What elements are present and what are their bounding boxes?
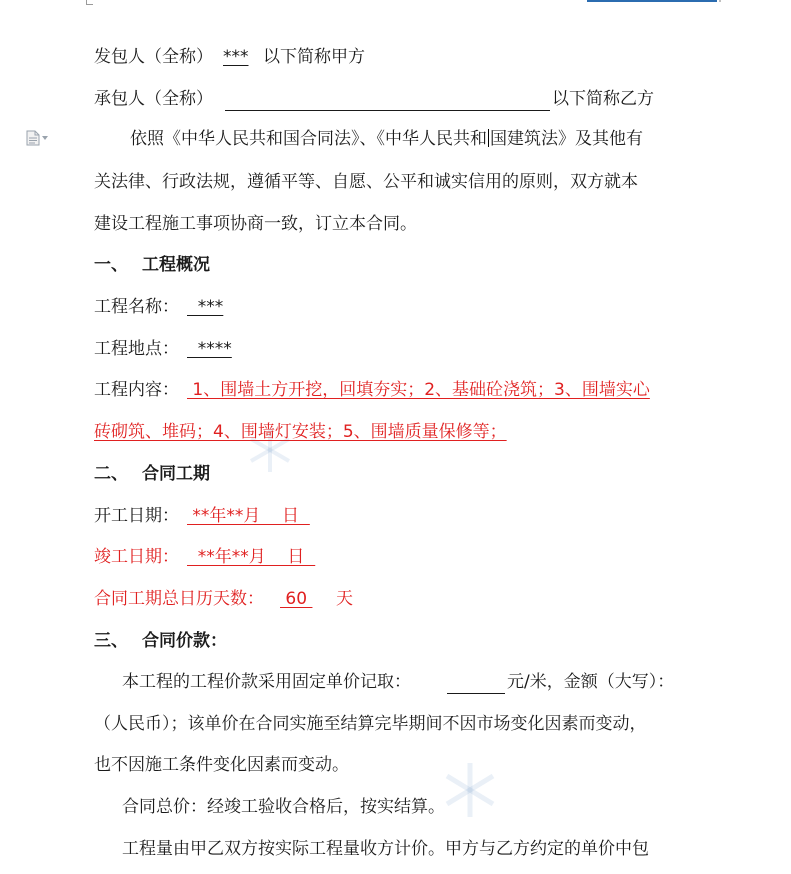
party-a-value: *** (223, 47, 249, 67)
section-1-heading (0, 250, 791, 280)
project-name-value: *** (187, 297, 224, 317)
quantity-line (0, 834, 791, 864)
intro-text-2: 关法律、行政法规，遵循平等、自愿、公平和诚实信用的原则，双方就本 (94, 172, 638, 192)
party-a-line (0, 42, 791, 72)
intro-line-1 (0, 124, 791, 154)
start-date-value: **年**月 日 (187, 506, 310, 526)
intro-text-1b: 国建筑法》及其他有 (490, 129, 643, 149)
price-line-2 (0, 709, 791, 739)
section-3-number: 三、 (94, 631, 128, 651)
total-price-line (0, 792, 791, 822)
price-text-1a: 本工程的工程价款采用固定单价记取： (122, 672, 411, 692)
price-line-1 (0, 667, 791, 697)
project-site-value: **** (187, 339, 232, 359)
section-3-heading (0, 626, 791, 656)
text-cursor (488, 129, 489, 147)
intro-text-1a: 依照《中华人民共和国合同法》、《中华人民共和 (130, 129, 487, 149)
unit-price-blank (447, 671, 505, 694)
intro-line-3 (0, 209, 791, 239)
party-b-line (0, 84, 791, 114)
end-date-line (0, 542, 791, 572)
start-date-line (0, 501, 791, 531)
intro-text-3: 建设工程施工事项协商一致，订立本合同。 (94, 214, 417, 234)
intro-line-2 (0, 167, 791, 197)
project-site-label: 工程地点： (94, 339, 179, 359)
project-content-value-2: 砖砌筑、堆码；4、围墙灯安装；5、围墙质量保修等； (94, 422, 507, 442)
end-date-value: **年**月 日 (187, 547, 316, 567)
project-content-line-2 (0, 417, 791, 447)
section-1-number: 一、 (94, 255, 128, 275)
project-content-line-1 (0, 375, 791, 405)
section-1-title: 工程概况 (142, 255, 210, 275)
project-site-line (0, 334, 791, 364)
project-content-value-1: 1、围墙土方开挖，回填夯实；2、基础砼浇筑；3、围墙实心 (187, 380, 650, 400)
price-text-1b: 元/米，金额（大写）： (507, 672, 675, 692)
project-content-label: 工程内容： (94, 380, 179, 400)
total-days-label: 合同工期总日历天数： (94, 589, 264, 609)
price-line-3 (0, 750, 791, 780)
party-b-blank (225, 88, 550, 111)
price-text-2: （人民币）；该单价在合同实施至结算完毕期间不因市场变化因素而变动， (94, 714, 647, 734)
project-name-line (0, 292, 791, 322)
section-2-title: 合同工期 (142, 464, 210, 484)
section-2-number: 二、 (94, 464, 128, 484)
project-name-label: 工程名称： (94, 297, 179, 317)
price-text-3: 也不因施工条件变化因素而变动。 (94, 755, 349, 775)
total-days-value: 60 (280, 589, 313, 609)
total-days-unit: 天 (336, 589, 353, 609)
end-date-label: 竣工日期： (94, 547, 179, 567)
start-date-label: 开工日期： (94, 506, 179, 526)
section-2-heading (0, 459, 791, 489)
party-a-label: 发包人（全称） (94, 47, 213, 67)
total-price-text: 合同总价：经竣工验收合格后，按实结算。 (122, 797, 445, 817)
quantity-text: 工程量由甲乙双方按实际工程量收方计价。甲方与乙方约定的单价中包 (122, 839, 649, 859)
party-a-suffix: 以下简称甲方 (263, 47, 365, 67)
section-3-title: 合同价款： (142, 631, 227, 651)
total-days-line (0, 584, 791, 614)
party-b-suffix: 以下简称乙方 (552, 89, 654, 109)
party-b-label: 承包人（全称） (94, 89, 213, 109)
